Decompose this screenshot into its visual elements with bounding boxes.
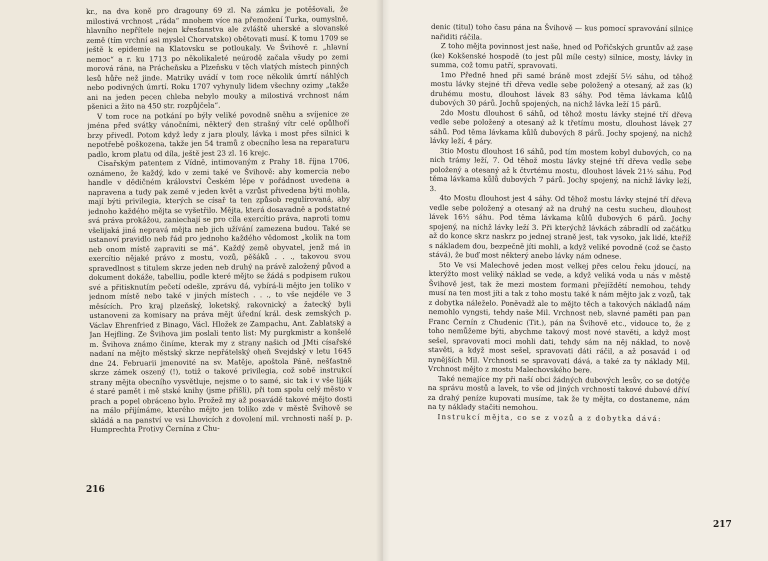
left-page (0, 0, 383, 561)
book-gutter (376, 0, 390, 561)
right-page (383, 0, 768, 561)
left-page-number: 216 (86, 485, 105, 495)
right-paragraph-4: 2do Mostu dlouhost 6 sáhů, od těhož mostu lávky stejné tří dřeva vedle sebe položený a otesaný až k třetímu mostu, dlouhost lávek 27 sáhů. Pod těma lávkama kůlů dubových 8 párů. Jochy spojený, na nichž lávky leží, 4 páry. (429, 107, 693, 146)
closing-heading: Instrukcí mějta, co se z vozů a z dobytka dává: (437, 411, 662, 423)
right-page-text (427, 22, 693, 522)
left-paragraph-3: Císařským patentem z Vídně, intimovaným z Prahy 18. října 1706, oznámeno, že každý, kdo v zemi také ve Švihově: aby komercia nebo handle v dědičném království Českém lépe v pořádnost uvedena a napravena a tudy pak země v jeden květ a vzrůst přivedena býti mohla, mají býti privilegia, kterých se císař ta ten způsob regulírovaná, aby jednoho každého mějta se vyšetřilo. Mějta, která dosavadně a podstatné svá práva prokážou, zaniechají se pro cíla exercítio práva, naproti tomu všelijaká jiná nepravá mějta neb jich užívání zamezena budou. Také se ustanoví pravidlo neb řád pro jednoho každého vědomost „kolik na tom neb onom místě zapraviti se má“. Každý země obyvatel, jenž má in exercítio nějaké právo z mostu, vozů, pěšáků . . ., takovou svou spravedlnost s titulem skrze jeden neb druhý na právě založený původ a dokument dokáže, tabelliu, podle které mějto se žádá s podpisem rukou své a přitisknutím pečetí odešle, zprávu dá, vybírá-li mějto jen toliko v jednom místě nebo také v jiných místech . . ., to vše nejdéle ve 3 měsících. Pro kraj plzeňský, loketský, rakovnický a žatecký byli ustanoveni za komisary na práva mějt úřední král. desk zemských p. Václav Ehrenfried z Binago, Václ. Hložek ze Zampachu, Ant. Zablatský a Jan Hejfling. Ze Švihova jim poslali tento list: My purgkmistr a konšelé m. Švihova známo činíme, kterak my z strany našich od JMti císařské nadaní na mějto městský skrze nepřátelský oheň Svejdský v letu 1645 dne 24. Februarii jmenovité na sv. Matěje, apoštola Páně, nešťastně skrze zámek oszený (!), totiž o takové privilegia, což sobě instrukcí strany mějta obecního vysvětluje, nejsme o to samé, sic tak i v vše liják é staré pamět i mě stské knihy (jsme přišli), při tom spolu celý město v prach a popel obráceno bylo. Prožež my až posavádě takové mějto dosti na málo přijímáme, kterého mějto jen toliko zde v městě Švihově se skládá a na panství ve vsi Lhovicích z dovolení mil. vrchnosti naší p. p. Humprechta Protivy Černína z Chu- (87, 156, 353, 434)
right-paragraph-3: 1mo Předně hned při samé bráně most zdejší 5½ sáhu, od těhož mostu lávky stejné tři dřeva vedle sebe položený a otesaný, až zas (k) druhému mostu, dlouhost lávek 83 sáhy. Pod těma lávkama kůlů dubových 30 párů. Jochů spojených, na nichž lávka leží 15 párů. (430, 69, 693, 110)
right-paragraph-7: 5to Ve vsi Malechově jeden most velkej přes celou řeku jdoucí, na kterýžto most veliký náklad se vede, a když veliká voda u nás v městě Švihově jest, tak že mezi mostem formani přejíždětí nemohou, tehdy musí na ten most jíti a tak z toho mostu také k nám mějto jak z vozů, tak z dobytka náleželo. Poněvadž ale to mějto těch a takových nákladů nám nemohlo vyngsti, tehdy naše Mil. Vrchnost neb, slavné paměti pan pan Franc Černín z Chudenic (Tit.), pán na Švihově etc., vidouce to, že z toho nemůžeme býti, abychme takový most nové stavěti, a když most sešel, spravovati moci mohli dati, tehdy sám na něj náklad, to nově stavěti, a když most sešel, spravovati dáti ráčil, a až posavád i od nynějších Mil. Vrchnosti se spravovati dává, a také za ty náklady Mil. Vrchnost mějto z mostu Malechovského bere. (427, 259, 691, 375)
right-paragraph-5: 3tio Mostu dlouhost 16 sáhů, pod tím mostem kobyl dubových, co na nich trámy leží, 7. Od těhož mostu lávky stejné tří dřeva vedle sebe položený a otesaný až k čtvrtému mostu, dlouhost lávek 21½ sáhu. Pod těma lávkama kůlů dubových 7 párů. Jochy spojený, na nichž lávky leží, 3. (429, 145, 692, 193)
left-page-text (86, 4, 353, 487)
right-paragraph-2: Z toho mějta povinnost jest naše, hned od Pořičských gruntův až zase (ke) Kokšenské hospodě (to jest půl míle cesty) silnice, mosty, lávky in summa, což tomu patří, spravovati. (430, 41, 693, 71)
left-paragraph-1: kr., na dva koně pro dragouny 69 zl. Na zámku je potěšovali, že milostivá vrchnost „ráda“ mnohem více na přemožení Turka, oumyslně, hlavního nepřítele nejen křesťanstva ale zvláště uherské a slovanské země (tím vrchní asi myslel Chorvatsko) obětovati musí. K tomu 1709 se ještě k epidemie na Klatovsku se potloukaly. Ve Švihově r. „hlavní nemoc“ a r. ku 1713 po několikaleté neúrodě začala všudy po zemi morová rána, na Prácheňsku a Plzeňsku v těch vlatých místech pinných lesů hůře než jinde. Matriky uvádí v tom roce několik úmrtí náhlých nebo podivných úmrtí. Roku 1707 vyhynuly lidem všechny ozimy „takže ani na jeden pecen chleba nebylo mouky a milostivá vrchnost nám pšenici a žito na 450 str. rozpůjčela“. (86, 4, 349, 111)
right-paragraph-6: 4to Mostu dlouhost jest 4 sáhy. Od těhož mostu lávky stejné tří dřeva vedle sebe položený a otesaný až na druhý na cestu sucheu, dlouhost lávek 16½ sáhu. Pod těma lávkama kůlů dubových 6 párů. Jochy spojený, na nichž lávky leží 3. Při kterýchž lávkách zábradlí od začátku až do konce skrz naskrz po jednej straně jest, tak vysoko, jak lidé, kteříž s nákladem dou, bezpečně jíti mohli, a když veliké povodně (což se často stává), že buď most některý anebo lávky nám odnese. (428, 193, 692, 261)
right-paragraph-8: Také nemajíce my při naší obci žádných dubových lesův, co se dotýče na správu mostů a lavek, to vše od jiných vrchností takové dubové dříví za drahý peníze kupovati musíme, tak že ty mějta, co dostaneme, nám na ty náklady stačiti nemohou. (427, 373, 690, 412)
left-paragraph-2: V tom roce na potkání po býly veliké povodně sněhu a svíjenice ze jména před svátky vánočními, některý den strašný vítr celé opůlhoří brzy přivedl. Potom když ledy z jara plouly, lávka i most přes silnici k nepotřebě poškozena, takže jen 54 tramů z obecního lesa na reparaturu padlo, krom platu od díla, ještě jest 23 zl. 16 krejc. (87, 108, 350, 159)
right-page-number: 217 (713, 520, 732, 530)
right-paragraph-1: denic (titul) toho času pána na Švihově — kus pomocí spravování silnice nařiditi ráčila. (430, 22, 693, 41)
